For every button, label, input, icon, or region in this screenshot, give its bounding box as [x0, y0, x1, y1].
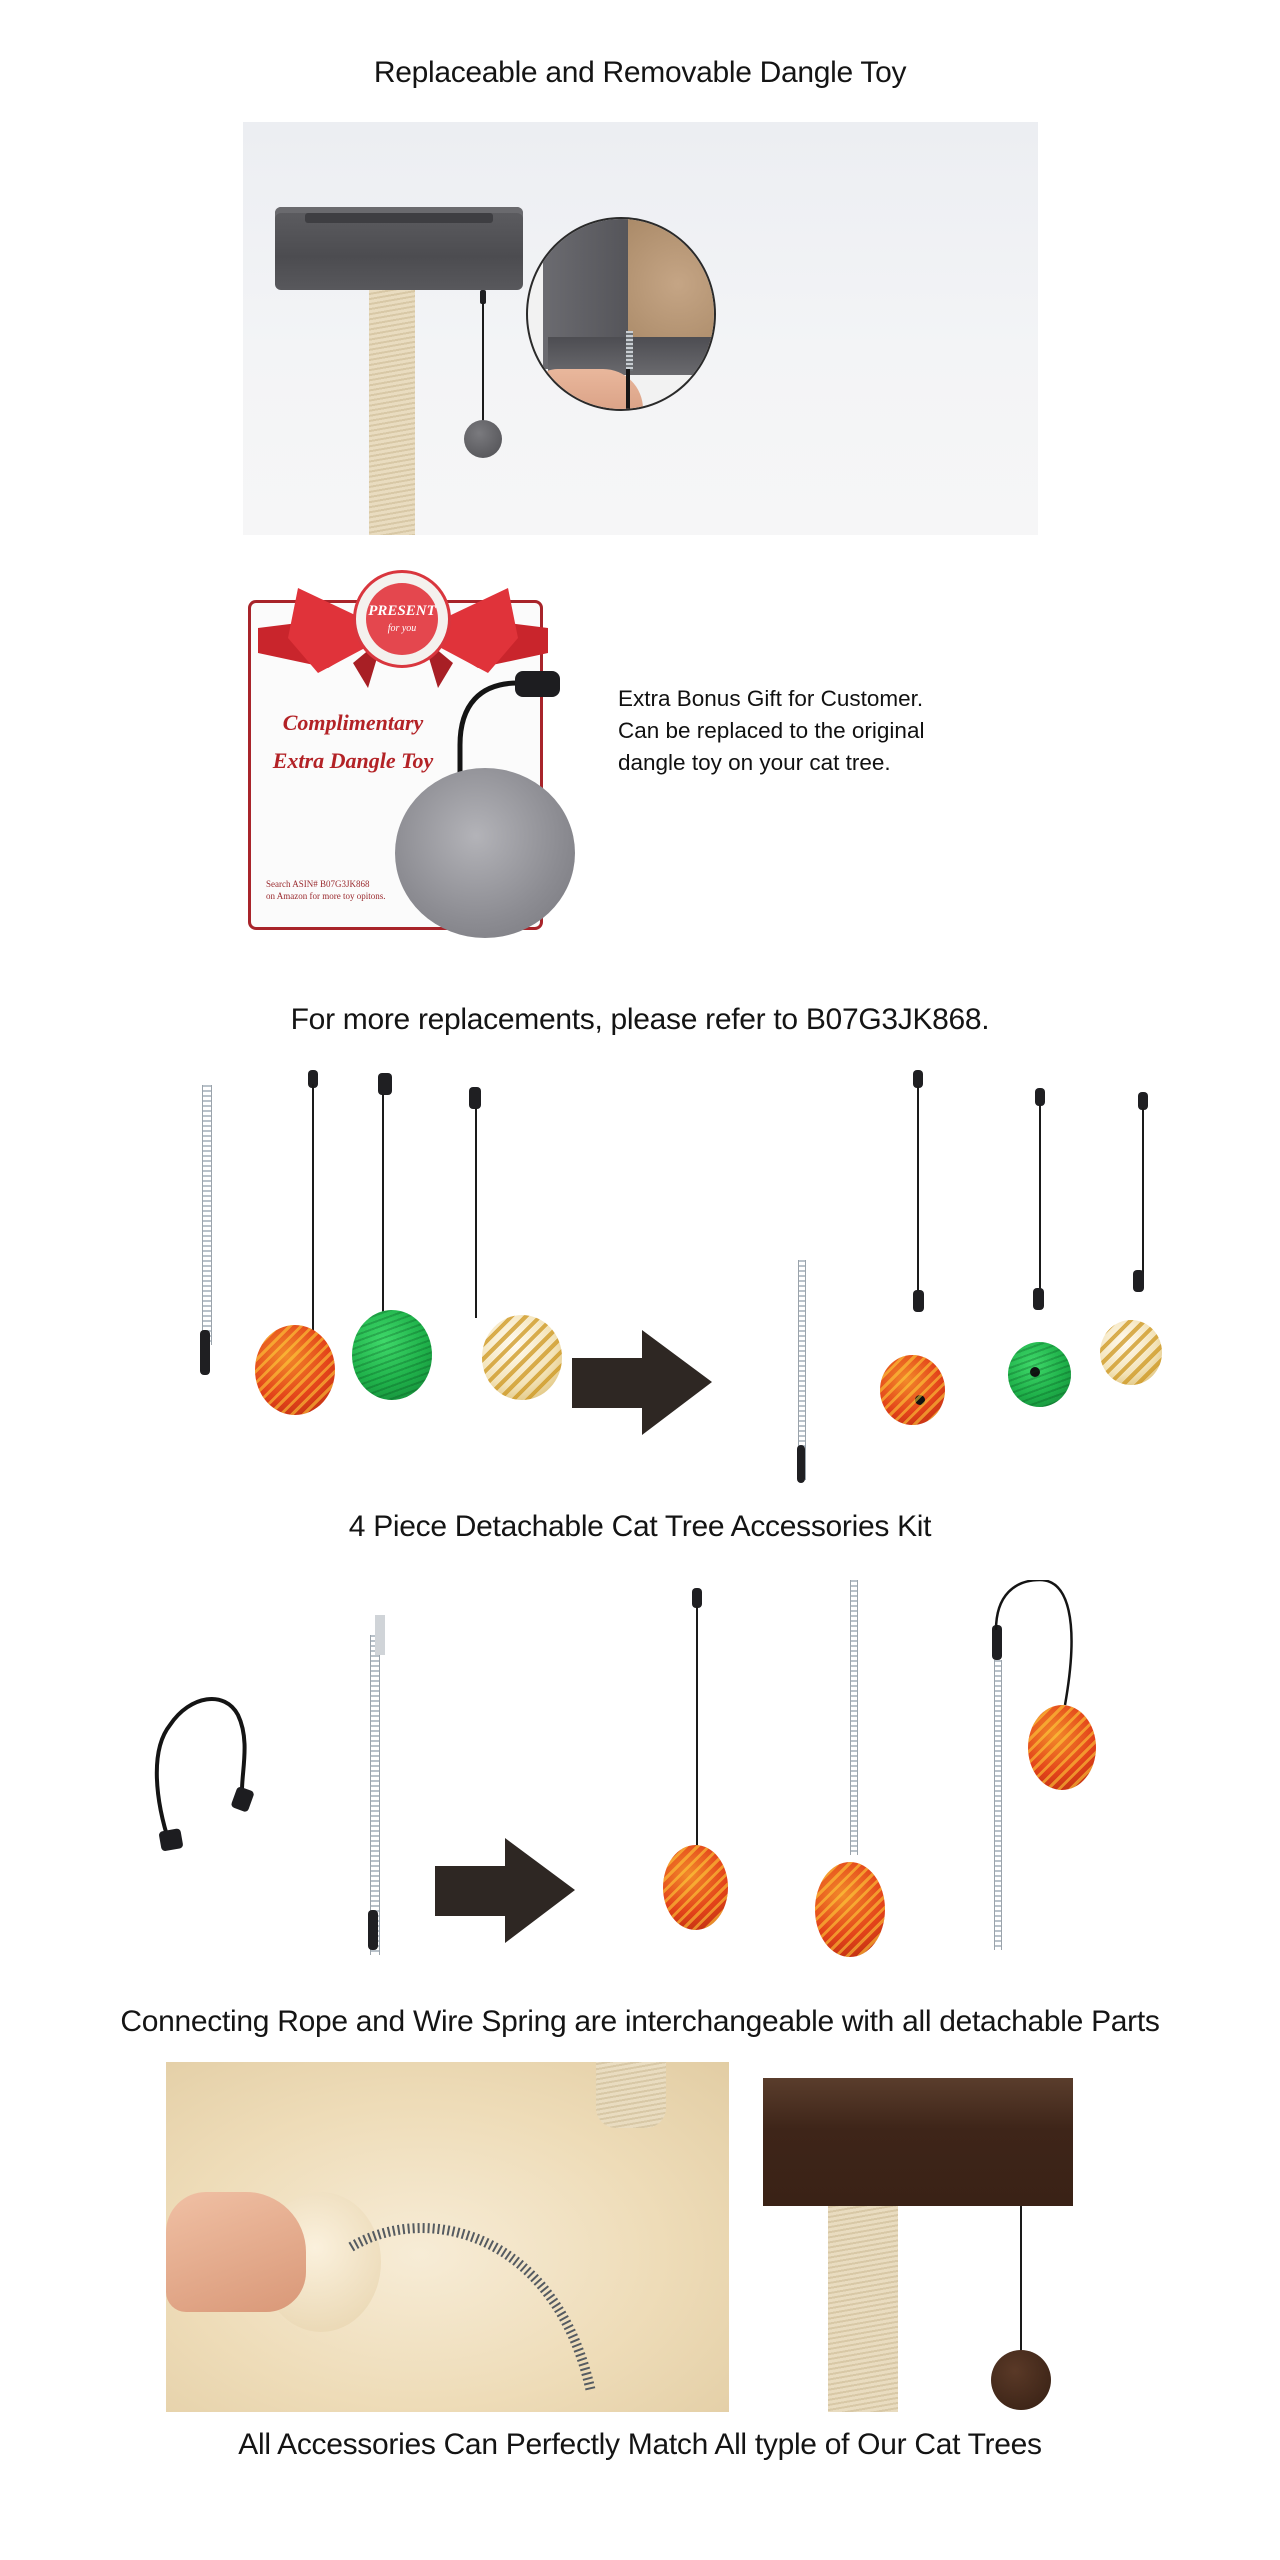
spring-connector — [368, 1910, 378, 1950]
arrow-right-icon — [572, 1330, 722, 1440]
bonus-description — [618, 683, 924, 779]
spring-connector — [200, 1330, 210, 1375]
gray-pompom — [464, 420, 502, 458]
product-photo-dangle-toy — [243, 122, 1038, 535]
description-line: Extra Bonus Gift for Customer. — [618, 686, 924, 711]
badge-for-you-text: for you — [387, 623, 417, 634]
sisal-post — [369, 290, 415, 535]
gray-plush-ball — [395, 768, 575, 938]
section-title-kit: 4 Piece Detachable Cat Tree Accessories Kit — [348, 1510, 932, 1543]
brown-plush-platform — [763, 2078, 1073, 2206]
rope-icon — [430, 665, 580, 785]
rope — [312, 1084, 314, 1334]
gray-plush-platform — [275, 207, 523, 290]
accessories-photo-1 — [180, 1070, 1180, 1470]
orange-sisal-ball — [815, 1862, 885, 1957]
spring-connector — [797, 1445, 805, 1483]
brown-pompom — [991, 2350, 1051, 2410]
rope — [382, 1094, 384, 1319]
orange-sisal-ball — [880, 1355, 945, 1425]
rope-end-cap — [1133, 1270, 1144, 1292]
connecting-rope-icon — [150, 1680, 280, 1860]
section-title-interchangeable: Connecting Rope and Wire Spring are interchangeable with all detachable Parts — [120, 2005, 1160, 2038]
description-line: Can be replaced to the original — [618, 718, 925, 743]
wire-spring — [850, 1580, 858, 1855]
photo-spring-toy-in-hand — [166, 2062, 729, 2412]
rope-cap — [469, 1087, 481, 1109]
green-sisal-ball — [1008, 1342, 1071, 1407]
rope — [1039, 1104, 1041, 1294]
rope — [475, 1108, 477, 1318]
green-sisal-ball — [352, 1310, 432, 1400]
closeup-inset — [526, 217, 716, 411]
card-title-line1: Complimentary — [282, 710, 424, 735]
dangle-string — [482, 302, 484, 424]
card-title-line2: Extra Dangle Toy — [272, 748, 434, 773]
accessories-photo-2 — [150, 1580, 1200, 1960]
hand — [166, 2192, 306, 2312]
rope-cap — [692, 1588, 702, 1608]
section-title-replacements: For more replacements, please refer to B07G3JK868. — [290, 1003, 990, 1036]
section-title-dangle-toy: Replaceable and Removable Dangle Toy — [373, 56, 907, 89]
card-asin-subtext: on Amazon for more toy opitons. — [266, 891, 386, 901]
gold-sisal-ball — [1100, 1320, 1162, 1385]
card-asin-text: Search ASIN# B07G3JK868 — [266, 879, 370, 889]
wire-spring — [370, 1635, 380, 1955]
spring-tip — [375, 1615, 385, 1655]
rope — [1142, 1108, 1144, 1278]
sisal-post — [596, 2062, 666, 2128]
description-line: dangle toy on your cat tree. — [618, 750, 891, 775]
orange-sisal-ball — [255, 1325, 335, 1415]
present-badge — [353, 570, 451, 668]
rope-end-cap — [913, 1290, 924, 1312]
rope — [917, 1086, 919, 1296]
orange-sisal-ball — [663, 1845, 728, 1930]
rope — [696, 1606, 698, 1851]
rope-cap — [378, 1073, 392, 1095]
gold-sisal-ball — [482, 1315, 562, 1400]
spring-icon — [346, 2202, 616, 2402]
rope-loop-icon — [990, 1580, 1090, 1710]
badge-present-text: PRESENT — [368, 603, 436, 619]
rope-end-cap — [1033, 1288, 1044, 1310]
sisal-post — [828, 2203, 898, 2412]
section-title-match: All Accessories Can Perfectly Match All typle of Our Cat Trees — [238, 2428, 1042, 2461]
arrow-right-icon — [435, 1838, 585, 1948]
wire-spring — [202, 1085, 212, 1345]
photo-brown-platform — [763, 2078, 1103, 2412]
orange-sisal-ball — [1028, 1705, 1096, 1790]
